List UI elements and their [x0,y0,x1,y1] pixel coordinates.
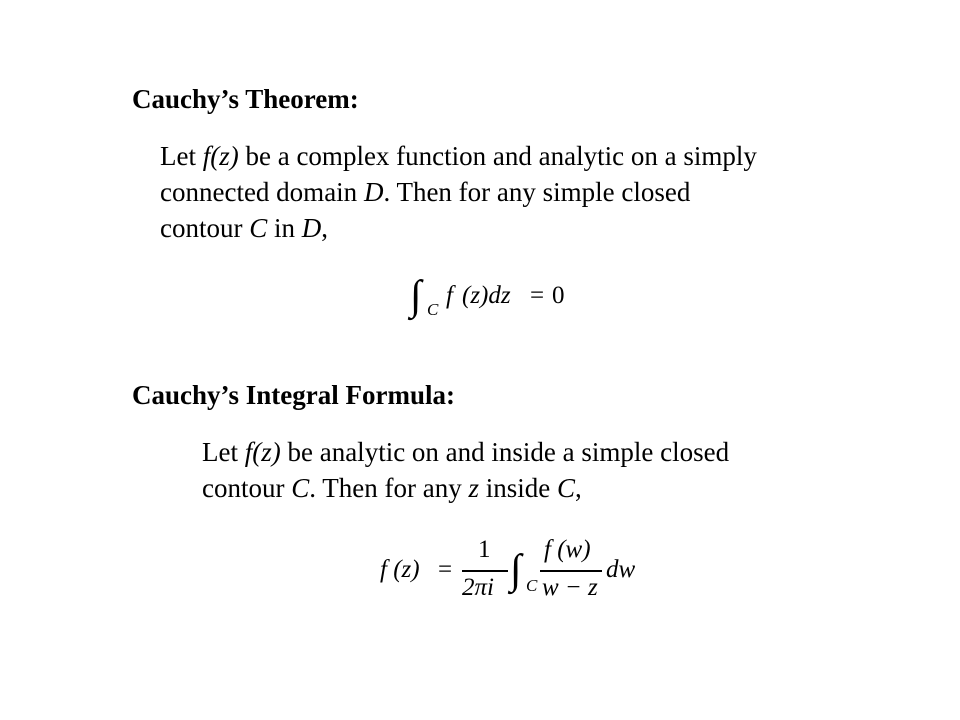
integral-sign: ∫ [510,547,522,593]
contour-symbol: C [556,473,575,503]
function-symbol: f(z) [244,437,281,467]
text: be a complex function and analytic on a simply [238,141,757,171]
function-symbol: f(z) [202,141,239,171]
differential-dw: dw [606,556,636,583]
equals-sign: = [530,282,545,309]
function-argument: (z)dz [462,282,511,309]
formula-statement [202,434,729,506]
text: inside [478,473,557,503]
domain-symbol: D [301,213,322,243]
equals-sign: = [438,556,453,583]
text: in [267,213,302,243]
integrand-fraction-bar [540,570,602,572]
text: , [321,213,329,243]
theorem-heading: Cauchy’s Theorem: [132,84,359,114]
theorem-equation [410,270,580,326]
text: connected domain [160,177,364,207]
fraction-bar [462,570,508,572]
theorem-line-2 [160,174,757,210]
integral-subscript: C [526,576,538,595]
formula-heading: Cauchy’s Integral Formula: [132,380,455,410]
theorem-line-1 [160,138,757,174]
formula-line-2 [202,470,729,506]
integrand-denominator: w − z [542,574,598,601]
integral-sign: ∫ [410,273,422,319]
text: contour [202,473,292,503]
fraction-denominator-2pii: 2πi [462,574,494,601]
text: , [575,473,582,503]
fraction-numerator-one: 1 [478,536,491,563]
text: contour [160,213,250,243]
integral-subscript: C [427,300,439,319]
integrand-numerator: f (w) [544,536,591,563]
text: Let [160,141,203,171]
formula-line-1 [202,434,729,470]
theorem-statement [160,138,757,246]
text: . Then for any simple closed [383,177,691,207]
theorem-line-3 [160,210,757,246]
contour-symbol: C [291,473,310,503]
lhs-function: f (z) [380,556,420,583]
contour-symbol: C [249,213,268,243]
function-f: f [446,282,453,309]
domain-symbol: D [363,177,384,207]
text: . Then for any [309,473,469,503]
formula-equation [380,532,640,608]
text: be analytic on and inside a simple closed [280,437,730,467]
variable-symbol: z [468,473,479,503]
zero: 0 [552,282,565,309]
text: Let [202,437,245,467]
